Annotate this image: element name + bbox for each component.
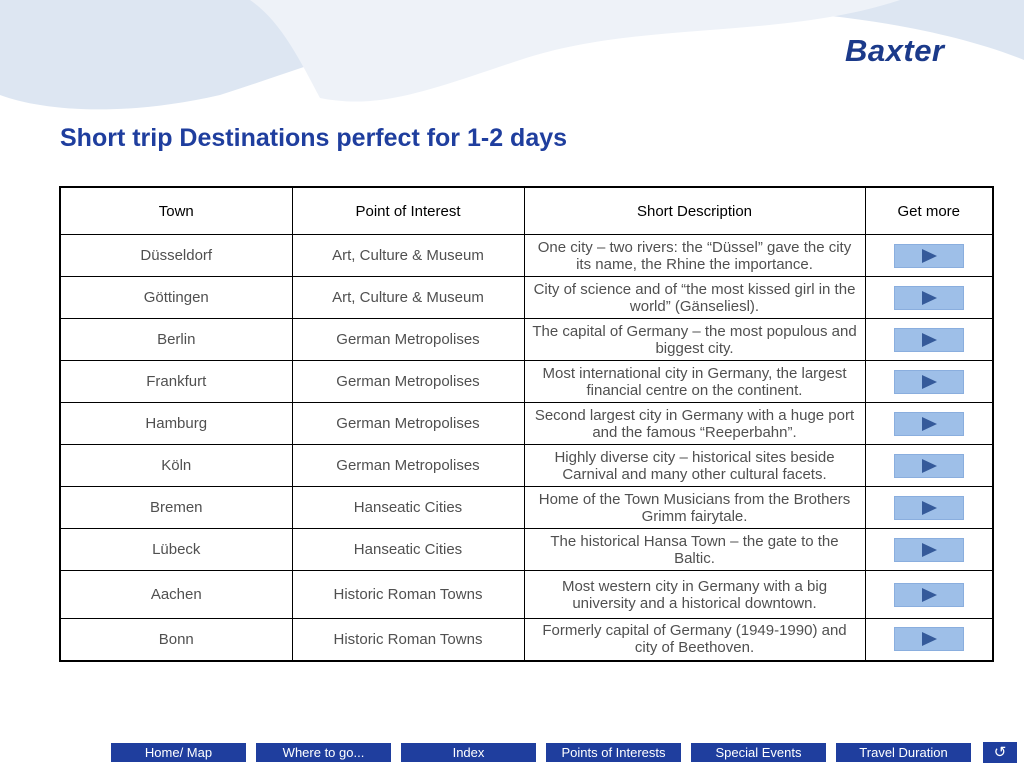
table-row [60, 403, 993, 445]
cell-town: Bremen [60, 487, 292, 529]
table-row [60, 361, 993, 403]
play-arrow-icon [922, 543, 937, 557]
cell-town: Düsseldorf [60, 235, 292, 277]
table-row [60, 571, 993, 619]
cell-get-more [865, 529, 993, 571]
cell-town: Frankfurt [60, 361, 292, 403]
table-row [60, 487, 993, 529]
cell-point-of-interest: German Metropolises [292, 361, 524, 403]
play-arrow-icon [922, 632, 937, 646]
cell-short-description: Home of the Town Musicians from the Brothers Grimm fairytale. [524, 487, 865, 529]
cell-town: Hamburg [60, 403, 292, 445]
get-more-button[interactable] [894, 583, 964, 607]
cell-short-description: The historical Hansa Town – the gate to the Baltic. [524, 529, 865, 571]
get-more-button[interactable] [894, 627, 964, 651]
cell-short-description: Most western city in Germany with a big university and a historical downtown. [524, 571, 865, 619]
cell-town: Lübeck [60, 529, 292, 571]
nav-travel-duration[interactable]: Travel Duration [836, 743, 971, 762]
cell-point-of-interest: Hanseatic Cities [292, 487, 524, 529]
cell-short-description: Most international city in Germany, the largest financial centre on the continent. [524, 361, 865, 403]
play-arrow-icon [922, 417, 937, 431]
table-row [60, 619, 993, 661]
cell-short-description: Second largest city in Germany with a huge port and the famous “Reeperbahn”. [524, 403, 865, 445]
cell-point-of-interest: Hanseatic Cities [292, 529, 524, 571]
get-more-button[interactable] [894, 328, 964, 352]
cell-point-of-interest: Art, Culture & Museum [292, 235, 524, 277]
cell-short-description: Highly diverse city – historical sites beside Carnival and many other cultural facets. [524, 445, 865, 487]
header-short-description: Short Description [524, 187, 865, 235]
cell-town: Köln [60, 445, 292, 487]
cell-get-more [865, 235, 993, 277]
nav-where-to-go[interactable]: Where to go... [256, 743, 391, 762]
get-more-button[interactable] [894, 244, 964, 268]
cell-short-description: One city – two rivers: the “Düssel” gave the city its name, the Rhine the importance. [524, 235, 865, 277]
nav-index[interactable]: Index [401, 743, 536, 762]
cell-point-of-interest: Historic Roman Towns [292, 619, 524, 661]
header-town: Town [60, 187, 292, 235]
return-button[interactable] [983, 742, 1017, 763]
cell-get-more [865, 445, 993, 487]
table-row [60, 235, 993, 277]
cell-short-description: The capital of Germany – the most populous and biggest city. [524, 319, 865, 361]
get-more-button[interactable] [894, 496, 964, 520]
get-more-button[interactable] [894, 454, 964, 478]
cell-get-more [865, 487, 993, 529]
cell-town: Bonn [60, 619, 292, 661]
table-row [60, 445, 993, 487]
cell-point-of-interest: Art, Culture & Museum [292, 277, 524, 319]
cell-get-more [865, 319, 993, 361]
cell-get-more [865, 277, 993, 319]
cell-town: Berlin [60, 319, 292, 361]
nav-home-map[interactable]: Home/ Map [111, 743, 246, 762]
play-arrow-icon [922, 249, 937, 263]
header-get-more: Get more [865, 187, 993, 235]
cell-get-more [865, 571, 993, 619]
get-more-button[interactable] [894, 370, 964, 394]
cell-short-description: Formerly capital of Germany (1949-1990) and city of Beethoven. [524, 619, 865, 661]
get-more-button[interactable] [894, 412, 964, 436]
page-title: Short trip Destinations perfect for 1-2 days [60, 124, 568, 152]
cell-point-of-interest: German Metropolises [292, 445, 524, 487]
baxter-logo: Baxter [845, 33, 945, 68]
play-arrow-icon [922, 588, 937, 602]
cell-get-more [865, 361, 993, 403]
return-icon: ↺ [993, 744, 1007, 761]
cell-get-more [865, 403, 993, 445]
header-point-of-interest: Point of Interest [292, 187, 524, 235]
cell-short-description: City of science and of “the most kissed girl in the world” (Gänseliesl). [524, 277, 865, 319]
nav-points-of-interests[interactable]: Points of Interests [546, 743, 681, 762]
cell-point-of-interest: German Metropolises [292, 319, 524, 361]
cell-get-more [865, 619, 993, 661]
get-more-button[interactable] [894, 538, 964, 562]
table-header-row [60, 187, 993, 235]
cell-point-of-interest: Historic Roman Towns [292, 571, 524, 619]
destinations-table [59, 186, 994, 662]
table-row [60, 319, 993, 361]
cell-town: Göttingen [60, 277, 292, 319]
play-arrow-icon [922, 501, 937, 515]
get-more-button[interactable] [894, 286, 964, 310]
play-arrow-icon [922, 333, 937, 347]
play-arrow-icon [922, 375, 937, 389]
nav-special-events[interactable]: Special Events [691, 743, 826, 762]
table-row [60, 529, 993, 571]
play-arrow-icon [922, 291, 937, 305]
table-row [60, 277, 993, 319]
cell-town: Aachen [60, 571, 292, 619]
play-arrow-icon [922, 459, 937, 473]
cell-point-of-interest: German Metropolises [292, 403, 524, 445]
